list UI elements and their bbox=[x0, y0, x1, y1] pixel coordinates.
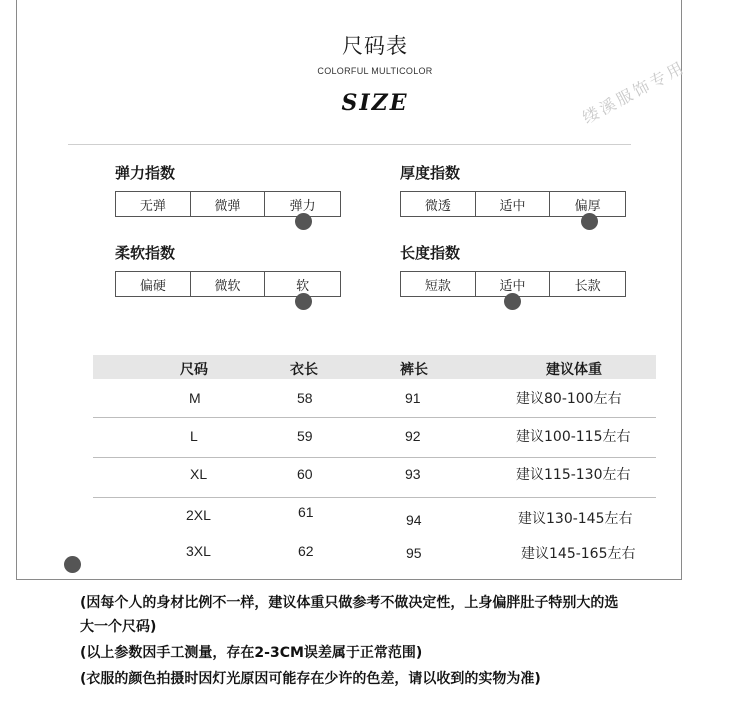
table-cell-top-length: 62 bbox=[298, 543, 314, 559]
elasticity-marker bbox=[295, 213, 312, 230]
softness-option: 软 bbox=[296, 278, 310, 294]
softness-marker bbox=[295, 293, 312, 310]
length-option: 适中 bbox=[476, 272, 551, 296]
length-option: 长款 bbox=[574, 278, 601, 294]
table-cell-weight: 建议100-115左右 bbox=[516, 429, 631, 445]
elasticity-title: 弹力指数 bbox=[115, 164, 176, 182]
row-divider bbox=[93, 417, 656, 418]
note-body-proportion: (因每个人的身材比例不一样，建议体重只做参考不做决定性，上身偏胖肚子特别大的选 bbox=[80, 595, 619, 611]
note-color-difference: (衣服的颜色拍摄时因灯光原因可能存在少许的色差，请以收到的实物为准) bbox=[80, 671, 541, 687]
decorative-dot bbox=[64, 556, 81, 573]
table-cell-size: 2XL bbox=[186, 507, 211, 523]
table-cell-size: L bbox=[190, 428, 198, 444]
watermark: 缕溪服饰专用 bbox=[579, 57, 689, 128]
thickness-option: 微透 bbox=[401, 192, 476, 216]
table-cell-pants-length: 91 bbox=[405, 390, 421, 406]
table-cell-weight: 建议80-100左右 bbox=[516, 391, 622, 407]
page-title: 尺码表 bbox=[342, 34, 408, 58]
subtitle: COLORFUL MULTICOLOR bbox=[317, 66, 433, 76]
column-header-size: 尺码 bbox=[180, 362, 208, 378]
softness-option: 微软 bbox=[191, 272, 266, 296]
table-cell-weight: 建议115-130左右 bbox=[516, 467, 631, 483]
thickness-title: 厚度指数 bbox=[400, 164, 461, 182]
column-header-pants-length: 裤长 bbox=[400, 362, 428, 378]
table-cell-top-length: 58 bbox=[297, 390, 313, 406]
table-cell-size: XL bbox=[190, 466, 208, 482]
thickness-option: 适中 bbox=[476, 192, 551, 216]
size-logo: SIZE bbox=[341, 90, 409, 116]
table-cell-pants-length: 92 bbox=[405, 428, 421, 444]
note-measurement-error: (以上参数因手工测量，存在2-3CM误差属于正常范围) bbox=[80, 645, 423, 661]
table-cell-top-length: 59 bbox=[297, 428, 313, 444]
table-cell-pants-length: 94 bbox=[406, 512, 422, 528]
table-cell-size: 3XL bbox=[186, 543, 211, 559]
softness-option: 偏硬 bbox=[116, 272, 191, 296]
length-marker bbox=[504, 293, 521, 310]
thickness-option: 偏厚 bbox=[574, 198, 601, 214]
divider bbox=[68, 144, 631, 145]
row-divider bbox=[93, 497, 656, 498]
column-header-weight: 建议体重 bbox=[546, 362, 602, 378]
table-cell-top-length: 60 bbox=[297, 466, 313, 482]
table-cell-pants-length: 95 bbox=[406, 545, 422, 561]
length-option: 短款 bbox=[401, 272, 476, 296]
table-cell-pants-length: 93 bbox=[405, 466, 421, 482]
table-cell-weight: 建议130-145左右 bbox=[518, 511, 633, 527]
softness-title: 柔软指数 bbox=[115, 244, 176, 262]
table-cell-size: M bbox=[189, 390, 201, 406]
column-header-top-length: 衣长 bbox=[290, 362, 318, 378]
table-cell-weight: 建议145-165左右 bbox=[521, 546, 636, 562]
elasticity-option: 无弹 bbox=[116, 192, 191, 216]
length-title: 长度指数 bbox=[400, 244, 461, 262]
thickness-marker bbox=[581, 213, 598, 230]
row-divider bbox=[93, 457, 656, 458]
note-size-up: 大一个尺码) bbox=[80, 619, 157, 635]
elasticity-option: 微弹 bbox=[191, 192, 266, 216]
elasticity-option: 弹力 bbox=[289, 198, 316, 214]
table-cell-top-length: 61 bbox=[298, 504, 314, 520]
